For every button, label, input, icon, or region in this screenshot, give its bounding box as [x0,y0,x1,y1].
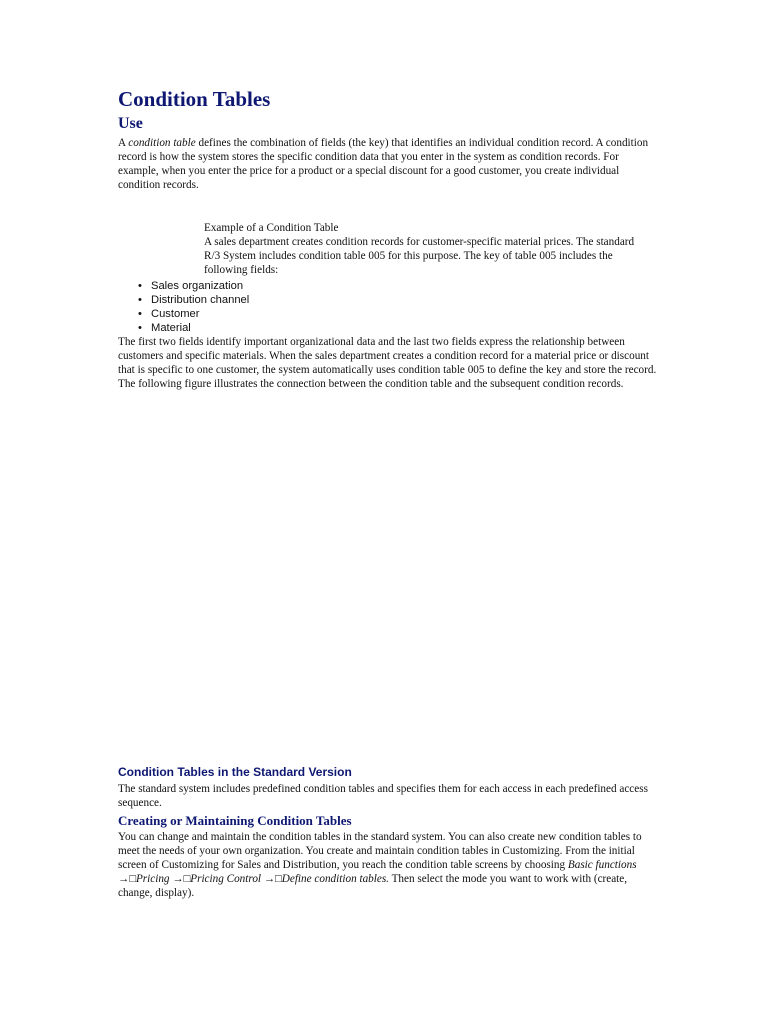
intro-pre: A [118,137,129,149]
list-item-label: Sales organization [151,280,244,292]
bullet-icon: • [138,308,142,320]
example-title: Example of a Condition Table [204,222,339,234]
figure-placeholder [118,391,658,765]
example-text: A sales department creates condition records for customer-specific material prices. The standard R/3 System includes condition table 005 for this purpose. The key of table 005 includes the following fields: [204,236,635,276]
list-item [118,307,658,321]
standard-version-text: The standard system includes predefined condition tables and specifies them for each access in each predefined access sequence. [118,783,648,809]
document-page [118,86,658,900]
relationship-paragraph: The first two fields identify important organizational data and the last two fields express the relationship between customers and specific materials. When the sales department creates a condition record for a material price or discount that is specific to one customer, the system automatically uses condition table 005 to define the key and store the record. [118,336,657,376]
menu-path-step: Pricing Control [190,873,262,885]
creating-tail: Then select the mode you want to work with (create, change, display). [118,873,628,899]
standard-version-heading: Condition Tables in the Standard Version [118,765,352,779]
example-block [204,221,644,277]
page-title: Condition Tables [118,87,271,111]
arrow-right-icon: →□ [118,873,136,885]
creating-body: You can change and maintain the condition tables in the standard system. You can also create new condition tables to meet the needs of your own organization. You create and maintain condition tables in Customizing. From the initial screen of Customizing for Sales and Distribution, you reach the condition table screens by choosing [118,831,642,871]
creating-heading: Creating or Maintaining Condition Tables [118,813,352,828]
menu-path-step: Define condition tables. [281,873,389,885]
bullet-icon: • [138,322,142,334]
term-condition-table: condition table [128,137,196,149]
list-item-label: Distribution channel [151,294,250,306]
list-item [118,279,658,293]
bullet-icon: • [138,294,142,306]
menu-path-step: Pricing [135,873,170,885]
intro-post: defines the combination of fields (the key) that identifies an individual condition record. A condition record is how the system stores the specific condition data that you enter in the system as condition records. For example, when you enter the price for a product or a special discount for a good customer, you create individual condition records. [118,137,649,191]
creating-text [118,830,658,900]
key-fields-list [118,279,658,335]
use-heading: Use [118,115,143,132]
list-item [118,293,658,307]
bullet-icon: • [138,280,142,292]
list-item [118,321,658,335]
list-item-label: Customer [151,308,200,320]
arrow-right-icon: →□ [169,873,191,885]
arrow-right-icon: →□ [261,873,282,885]
figure-intro-paragraph: The following figure illustrates the connection between the condition table and the subsequent condition records. [118,378,624,390]
list-item-label: Material [151,322,191,334]
menu-path-step: Basic functions [567,859,637,871]
intro-paragraph [118,136,658,192]
